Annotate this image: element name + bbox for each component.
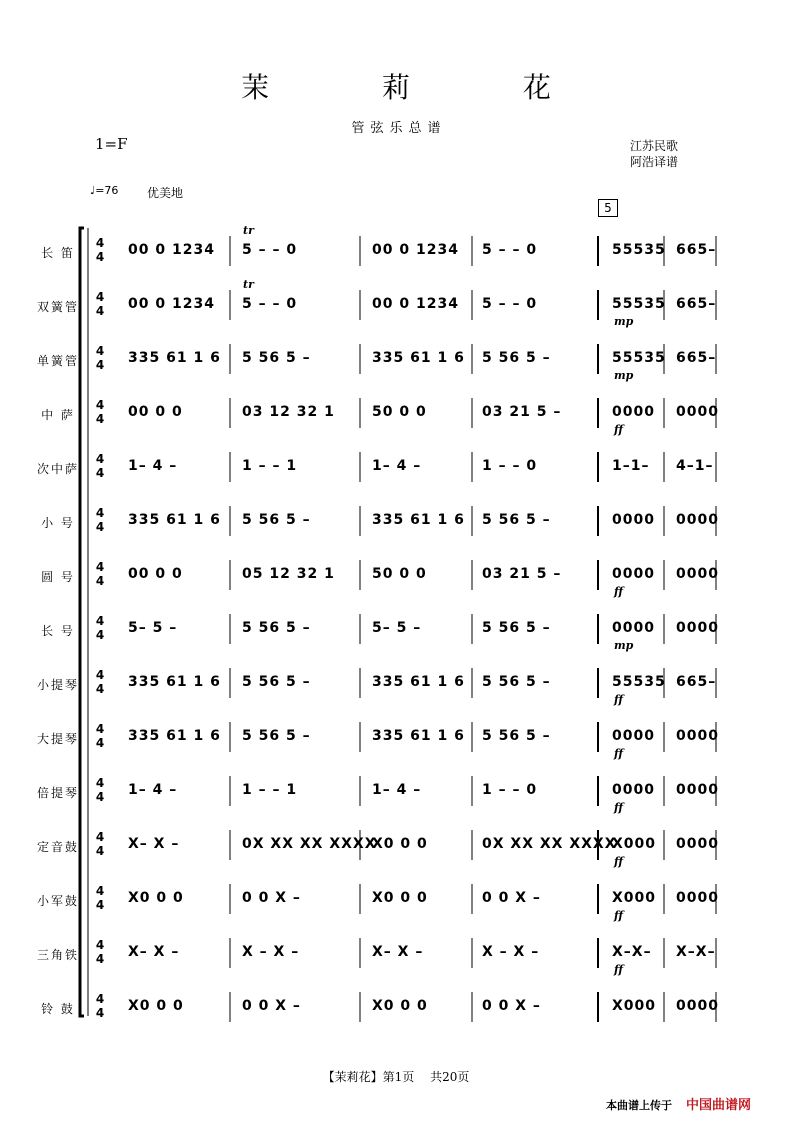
measure-notes: 1 – – 1 (242, 782, 298, 798)
dynamic-mark: ff (614, 801, 624, 814)
time-signature-top: 4 (95, 938, 105, 952)
instrument-label: 小 号 (41, 516, 75, 530)
measure-notes: 5 56 5 – (482, 728, 551, 744)
measure-notes: 00 0 1234 (128, 296, 215, 312)
measure-notes: 5 56 5 – (242, 674, 311, 690)
measure-notes: X– X – (372, 944, 424, 960)
measure-notes: 55535 (612, 242, 666, 258)
measure-notes: 03 21 5 – (482, 404, 562, 420)
key-signature: 1=F (95, 135, 128, 153)
measure-notes: 5– 5 – (372, 620, 422, 636)
measure-notes: 665– (676, 350, 717, 366)
time-signature-top: 4 (95, 830, 105, 844)
measure-notes: X000 (612, 998, 657, 1014)
score-title: 茉 莉 花 (241, 71, 603, 104)
measure-notes: 5 56 5 – (482, 620, 551, 636)
measure-notes: 55535 (612, 296, 666, 312)
time-signature-bottom: 4 (95, 682, 105, 696)
measure-notes: X–X– (676, 944, 716, 960)
time-signature-bottom: 4 (95, 304, 105, 318)
measure-notes: 1– 4 – (128, 458, 178, 474)
time-signature-bottom: 4 (95, 628, 105, 642)
measure-notes: 00 0 1234 (128, 242, 215, 258)
measure-notes: 5 – – 0 (242, 296, 298, 312)
measure-notes: 5 56 5 – (482, 512, 551, 528)
measure-notes: X0 0 0 (372, 890, 428, 906)
measure-notes: 0X XX XX XXXX (242, 836, 377, 852)
measure-notes: 0 0 X – (482, 998, 541, 1014)
measure-notes: 03 21 5 – (482, 566, 562, 582)
measure-notes: 1– 4 – (372, 782, 422, 798)
time-signature-bottom: 4 (95, 412, 105, 426)
measure-notes: X– X – (128, 944, 180, 960)
dynamic-mark: ff (614, 963, 624, 976)
measure-notes: 0 0 X – (242, 890, 301, 906)
measure-notes: 00 0 1234 (372, 242, 459, 258)
site-logo: 中国曲谱网 (686, 1098, 752, 1113)
time-signature-top: 4 (95, 236, 105, 250)
measure-notes: X0 0 0 (372, 998, 428, 1014)
measure-notes: 5 56 5 – (242, 350, 311, 366)
measure-notes: 5– 5 – (128, 620, 178, 636)
measure-notes: 5 – – 0 (242, 242, 298, 258)
measure-notes: X000 (612, 836, 657, 852)
measure-notes: X0 0 0 (128, 890, 184, 906)
score-subtitle: 管弦乐总谱 (351, 121, 447, 136)
time-signature-top: 4 (95, 722, 105, 736)
dynamic-mark: mp (614, 369, 634, 382)
credit-origin: 江苏民歌 (630, 139, 679, 153)
measure-notes: 335 61 1 6 (128, 512, 221, 528)
instrument-label: 次中萨 (36, 462, 79, 476)
measure-notes: 0 0 X – (242, 998, 301, 1014)
time-signature-bottom: 4 (95, 736, 105, 750)
trill-mark: tr (243, 278, 254, 291)
time-signature-bottom: 4 (95, 520, 105, 534)
measure-notes: 665– (676, 674, 717, 690)
instrument-label: 倍提琴 (36, 786, 79, 800)
expression-mark: 优美地 (147, 186, 184, 200)
measure-notes: 5 56 5 – (482, 350, 551, 366)
instrument-label: 小提琴 (36, 678, 79, 692)
measure-notes: 0000 (612, 404, 655, 420)
measure-notes: X0 0 0 (372, 836, 428, 852)
time-signature-bottom: 4 (95, 898, 105, 912)
time-signature-bottom: 4 (95, 952, 105, 966)
measure-notes: X – X – (242, 944, 300, 960)
trill-mark: tr (243, 224, 254, 237)
measure-notes: 00 0 0 (128, 404, 183, 420)
measure-notes: 5 56 5 – (242, 620, 311, 636)
instrument-label: 中 萨 (41, 408, 75, 422)
measure-notes: 5 56 5 – (482, 674, 551, 690)
measure-notes: 0000 (676, 620, 719, 636)
measure-notes: 1– 4 – (128, 782, 178, 798)
instrument-label: 双簧管 (36, 300, 79, 314)
measure-notes: 335 61 1 6 (372, 728, 465, 744)
measure-notes: 00 0 0 (128, 566, 183, 582)
instrument-label: 铃 鼓 (41, 1002, 75, 1016)
time-signature-top: 4 (95, 560, 105, 574)
time-signature-top: 4 (95, 776, 105, 790)
time-signature-bottom: 4 (95, 790, 105, 804)
time-signature-bottom: 4 (95, 358, 105, 372)
measure-notes: X–X– (612, 944, 652, 960)
time-signature-bottom: 4 (95, 574, 105, 588)
instrument-label: 小军鼓 (36, 894, 79, 908)
measure-notes: 0X XX XX XXXX (482, 836, 617, 852)
measure-notes: 665– (676, 296, 717, 312)
measure-notes: 665– (676, 242, 717, 258)
measure-notes: 0000 (676, 566, 719, 582)
rehearsal-mark: 5 (598, 199, 618, 217)
measure-notes: 335 61 1 6 (128, 674, 221, 690)
tempo-mark: ♩=76 (90, 184, 119, 197)
dynamic-mark: mp (614, 639, 634, 652)
time-signature-bottom: 4 (95, 466, 105, 480)
time-signature-top: 4 (95, 506, 105, 520)
time-signature-top: 4 (95, 884, 105, 898)
measure-notes: 0000 (612, 728, 655, 744)
measure-notes: 0000 (676, 836, 719, 852)
time-signature-bottom: 4 (95, 844, 105, 858)
measure-notes: 55535 (612, 350, 666, 366)
measure-notes: 5 – – 0 (482, 242, 538, 258)
measure-notes: 5 – – 0 (482, 296, 538, 312)
measure-notes: 55535 (612, 674, 666, 690)
measure-notes: 335 61 1 6 (128, 350, 221, 366)
instrument-label: 三角铁 (36, 948, 79, 962)
measure-notes: 0000 (676, 728, 719, 744)
measure-notes: 03 12 32 1 (242, 404, 335, 420)
measure-notes: X– X – (128, 836, 180, 852)
measure-notes: 0000 (676, 512, 719, 528)
page-footer: 【茉莉花】第1页 共20页 (322, 1070, 470, 1084)
measure-notes: 335 61 1 6 (372, 674, 465, 690)
dynamic-mark: ff (614, 423, 624, 436)
time-signature-top: 4 (95, 290, 105, 304)
measure-notes: 0000 (612, 782, 655, 798)
measure-notes: X – X – (482, 944, 540, 960)
upload-note: 本曲谱上传于 (606, 1099, 672, 1112)
dynamic-mark: ff (614, 747, 624, 760)
measure-notes: 50 0 0 (372, 566, 427, 582)
measure-notes: 1 – – 0 (482, 458, 538, 474)
instrument-label: 大提琴 (36, 732, 79, 746)
instrument-label: 单簧管 (36, 354, 79, 368)
measure-notes: X000 (612, 890, 657, 906)
dynamic-mark: ff (614, 585, 624, 598)
measure-notes: 1 – – 1 (242, 458, 298, 474)
measure-notes: 1 – – 0 (482, 782, 538, 798)
measure-notes: 1– 4 – (372, 458, 422, 474)
measure-notes: 00 0 1234 (372, 296, 459, 312)
dynamic-mark: ff (614, 693, 624, 706)
instrument-label: 长 号 (41, 624, 75, 638)
dynamic-mark: ff (614, 909, 624, 922)
measure-notes: 1–1– (612, 458, 650, 474)
time-signature-top: 4 (95, 992, 105, 1006)
measure-notes: 335 61 1 6 (372, 350, 465, 366)
measure-notes: 05 12 32 1 (242, 566, 335, 582)
instrument-label: 圆 号 (41, 570, 75, 584)
measure-notes: 335 61 1 6 (128, 728, 221, 744)
time-signature-top: 4 (95, 398, 105, 412)
time-signature-top: 4 (95, 344, 105, 358)
dynamic-mark: ff (614, 855, 624, 868)
measure-notes: 0 0 X – (482, 890, 541, 906)
measure-notes: 0000 (676, 782, 719, 798)
measure-notes: 5 56 5 – (242, 728, 311, 744)
measure-notes: X0 0 0 (128, 998, 184, 1014)
time-signature-top: 4 (95, 614, 105, 628)
credit-arranger: 阿浩译谱 (630, 155, 679, 169)
measure-notes: 335 61 1 6 (372, 512, 465, 528)
dynamic-mark: mp (614, 315, 634, 328)
measure-notes: 0000 (612, 620, 655, 636)
measure-notes: 0000 (676, 998, 719, 1014)
measure-notes: 50 0 0 (372, 404, 427, 420)
measure-notes: 0000 (676, 890, 719, 906)
time-signature-bottom: 4 (95, 1006, 105, 1020)
time-signature-bottom: 4 (95, 250, 105, 264)
instrument-label: 长 笛 (41, 246, 75, 260)
time-signature-top: 4 (95, 452, 105, 466)
measure-notes: 0000 (612, 512, 655, 528)
measure-notes: 4–1– (676, 458, 714, 474)
time-signature-top: 4 (95, 668, 105, 682)
measure-notes: 0000 (612, 566, 655, 582)
instrument-label: 定音鼓 (36, 840, 79, 854)
measure-notes: 5 56 5 – (242, 512, 311, 528)
measure-notes: 0000 (676, 404, 719, 420)
